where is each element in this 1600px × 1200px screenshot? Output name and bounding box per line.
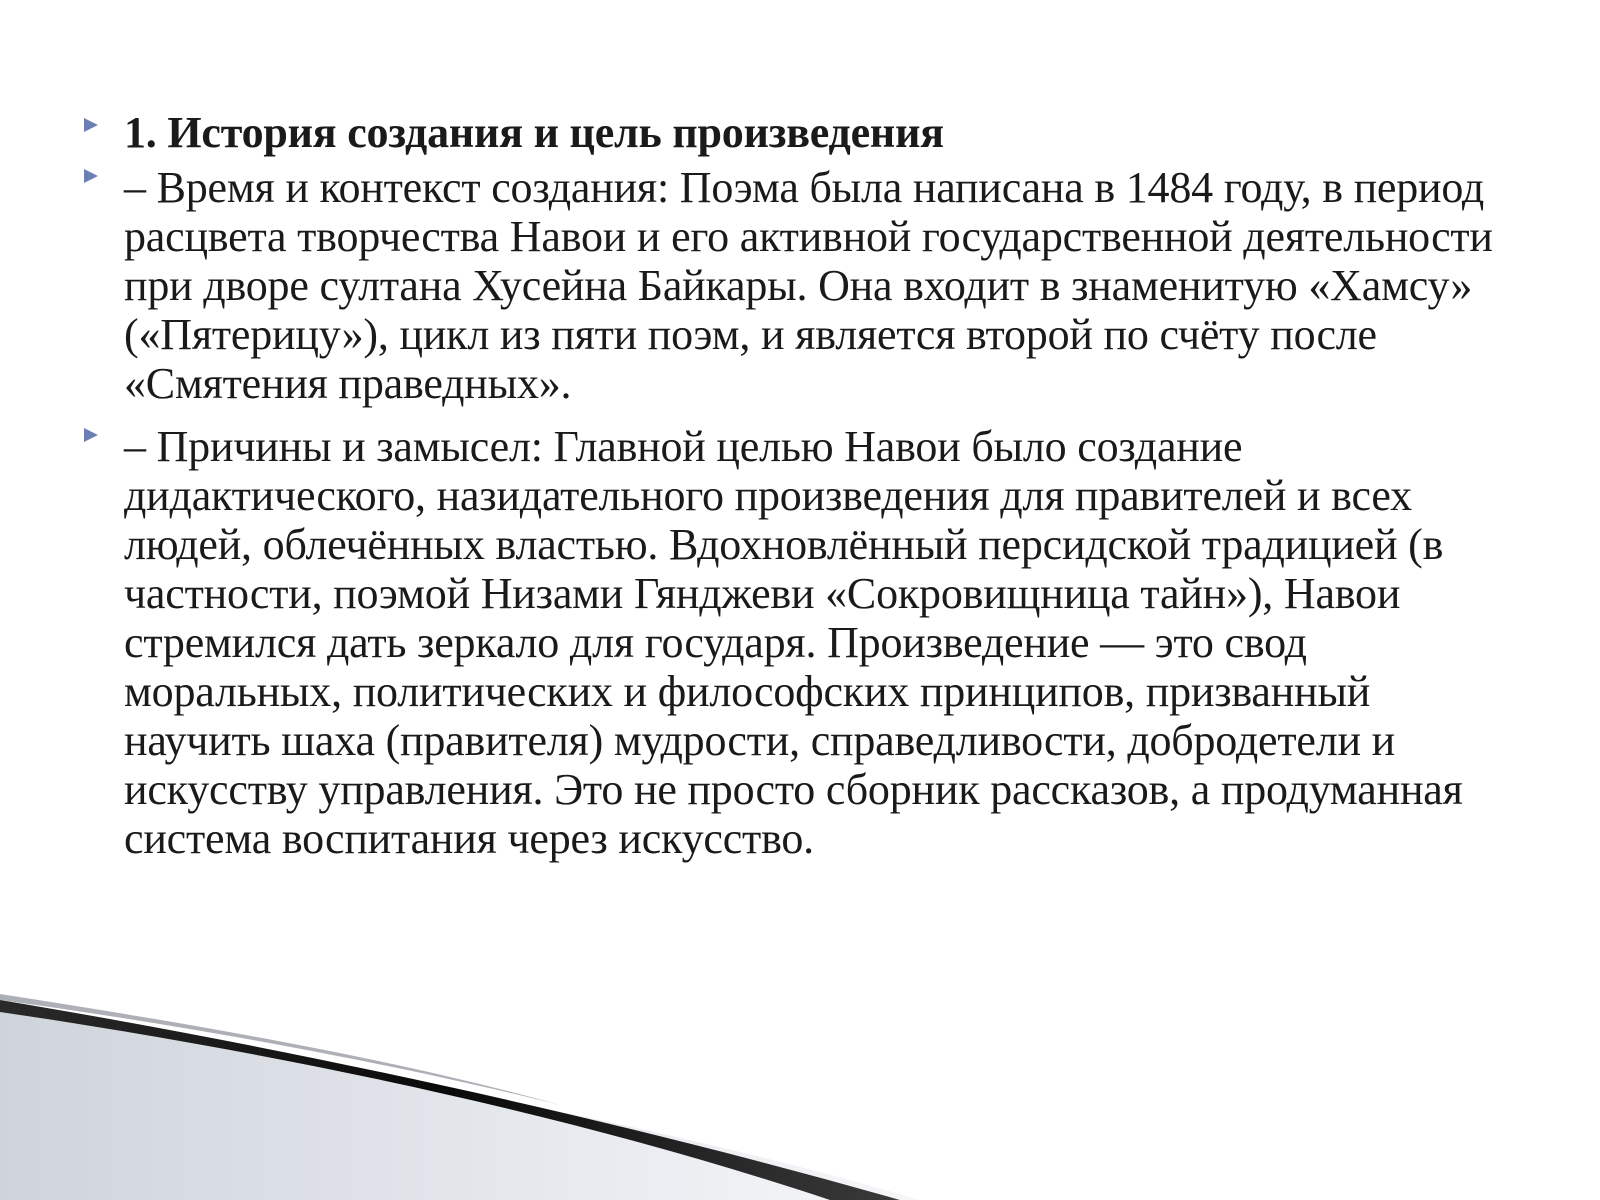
bullet-item-context xyxy=(80,163,1500,408)
triangle-bullet-icon xyxy=(84,169,98,183)
bullet-item-title xyxy=(80,108,1500,157)
paragraph-context: – Время и контекст создания: Поэма была написана в 1484 году, в период расцвета творчества Навои и его активной государственной деятельности при дворе султана Хусейна Байкары. Она входит в знаменитую «Хамсу» («Пятерицу»), цикл из пяти поэм, и является второй по счёту после «Смятения праведных». xyxy=(124,163,1493,408)
triangle-bullet-icon xyxy=(84,118,98,132)
swoosh-dark-band xyxy=(0,1000,900,1200)
section-heading: 1. История создания и цель произведения xyxy=(124,108,944,157)
swoosh-gray-edge xyxy=(0,994,560,1105)
triangle-bullet-icon xyxy=(84,428,98,442)
bullet-list xyxy=(80,108,1500,863)
bullet-item-purpose xyxy=(80,422,1500,863)
swoosh-light-band xyxy=(0,1010,920,1200)
paragraph-purpose: – Причины и замысел: Главной целью Навои было создание дидактического, назидательного произведения для правителей и всех людей, облечённых властью. Вдохновлённый персидской традицией (в частности, поэмой Низами Гянджеви «Сокровищница тайн»), Навои стремился дать зеркало для государя. Произведение — это свод моральных, политических и философских принципов, призванный научить шаха (правителя) мудрости, справедливости, добродетели и искусству управления. Это не просто сборник рассказов, а продуманная система воспитания через искусство. xyxy=(124,422,1463,863)
